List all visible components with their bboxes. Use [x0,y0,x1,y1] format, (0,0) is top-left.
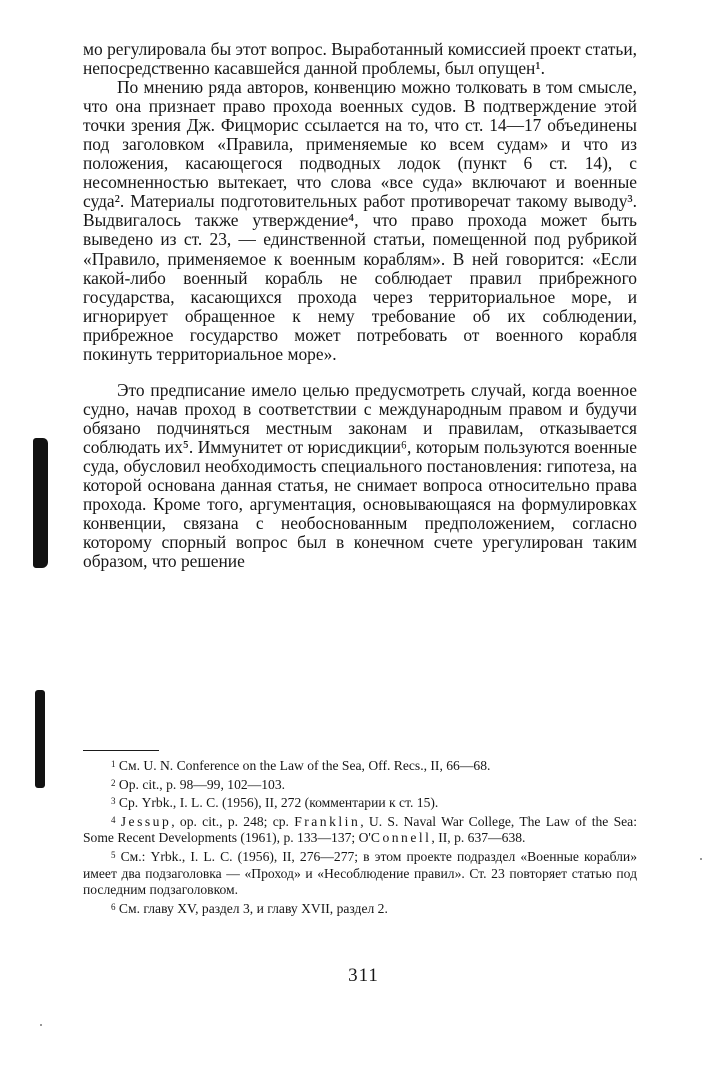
footnote-author-jessup: Jessup [120,813,172,829]
footnote-text: , II, p. 637—638. [431,830,526,846]
scan-speck [40,1024,42,1026]
paragraph-2: По мнению ряда авторов, конвенцию можно толковать в том смысле, что она признает право прохода военных судов. В подтверждение этой точки зрения Дж. Фицморис ссылается на то, что ст. 14—17 объединены под заголовком «Правила, применяемые ко всем судам» и что из положения, касающегося подводных лодок (пункт 6 ст. 14), с несомненностью вытекает, что слова «все суда» включают и военные суда². Материалы подготовительных работ противоречат такому выводу³. Выдвигалось также утверждение⁴, что право прохода может быть выведено из ст. 23, — единственной статьи, помещенной под рубрикой «Правило, применяемое к военным кораблям». В ней говорится: «Если какой-либо военный корабль не соблюдает правил прибрежного государства, касающихся прохода через территориальное море, и игнорирует обращенное к нему требование об их соблюдении, прибрежное государство может потребовать от военного корабля покинуть территориальное море». [83,77,637,364]
footnote-author-connell: Connell [370,830,432,846]
footnote-2 [83,775,637,794]
footnote-text: Op. cit., p. 98—99, 102—103. [118,776,286,792]
footnote-number: 6 [111,901,116,912]
footnote-number: 5 [111,849,116,860]
footnote-1 [83,756,637,775]
main-text [83,40,637,571]
page-number: 311 [348,965,379,986]
footnote-text: Ср. Yrbk., I. L. C. (1956), II, 272 (комментарии к ст. 15). [118,795,439,811]
margin-ink-mark [35,690,45,788]
footnote-text: См.: Yrbk., I. L. C. (1956), II, 276—277; в этом проекте подраздел «Военные корабли» имеет два подзаголовка — «Проход» и «Несоблюдение правил». Ст. 23 повторяет статью под последним подзаголовком. [83,848,637,898]
footnote-text: , U. S. Naval War College, The Law of the Sea: Some Recent Developments (1961), p. 133—137; O' [83,813,637,846]
footnote-3 [83,793,637,812]
footnote-5 [83,847,637,899]
margin-ink-mark [33,438,48,568]
footnotes [83,756,637,917]
footnote-number: 1 [111,759,116,769]
footnote-6 [83,899,637,918]
footnote-text: См. главу XV, раздел 3, и главу XVII, раздел 2. [118,900,388,916]
footnote-text: , op. cit., p. 248; cp. [171,813,295,829]
footnote-author-franklin: Franklin [294,813,361,829]
paragraph-1: мо регулировала бы этот вопрос. Выработанный комиссией проект статьи, непосредственно касавшейся данной проблемы, был опущен¹. [83,39,637,79]
footnote-number: 4 [111,814,116,825]
footnote-number: 2 [111,777,116,788]
paragraph-3: Это предписание имело целью предусмотреть случай, когда военное судно, начав проход в соответствии с международным правом и будучи обязано подчиняться местным законам и правилам, отказывается соблюдать их⁵. Иммунитет от юрисдикции⁶, которым пользуются военные суда, обусловил необходимость специального постановления: гипотеза, на которой основана данная статья, не снимает вопроса относительно права прохода. Кроме того, аргументация, основывающаяся на формулировках конвенции, связана с необоснованным предположением, согласно которому спорный вопрос был в конечном счете урегулирован таким образом, что решение [83,379,637,572]
scan-speck [700,858,702,860]
footnote-number: 3 [111,796,116,807]
footnote-text: См. U. N. Conference on the Law of the Sea, Off. Recs., II, 66—68. [118,758,491,773]
footnote-4 [83,812,637,847]
footnote-divider [83,750,159,751]
